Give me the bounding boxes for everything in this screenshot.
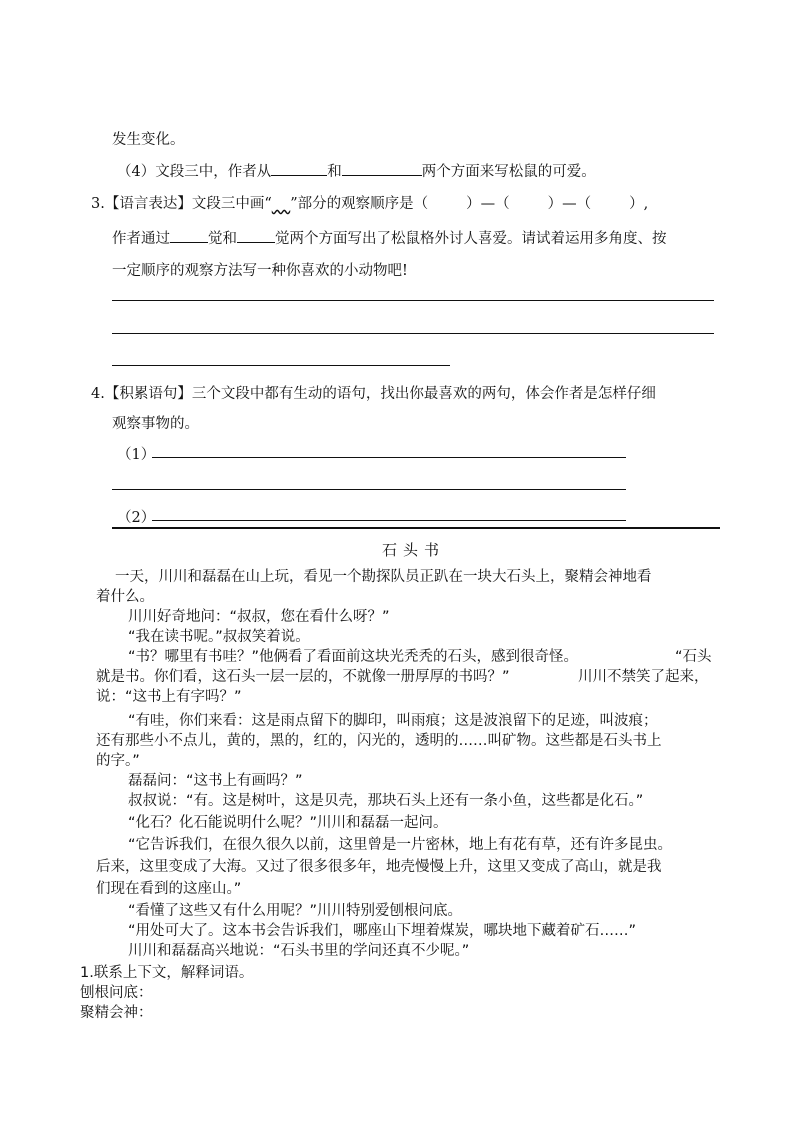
paragraph: 川川好奇地问：“叔叔，您在看什么呀？” bbox=[128, 609, 390, 625]
question-4-line bbox=[117, 160, 596, 181]
q3-line2-a: 作者通过 bbox=[112, 231, 170, 247]
paragraph: 着什么。 bbox=[96, 589, 154, 605]
paragraph: 说：“这书上有字吗？” bbox=[96, 689, 242, 705]
paragraph: 还有那些小不点儿，黄的，黑的，红的，闪光的，透明的……叫矿物。这些都是石头书上 bbox=[96, 733, 662, 749]
answer-line[interactable] bbox=[112, 489, 626, 490]
question-4b-line2: 观察事物的。 bbox=[112, 416, 199, 432]
answer-blank[interactable] bbox=[237, 228, 275, 244]
q3-tag: 【语言表达】 bbox=[104, 196, 192, 212]
q4-suffix: 两个方面来写松鼠的可爱。 bbox=[421, 164, 596, 180]
paragraph: “用处可大了。这本书会告诉我们，哪座山下埋着煤炭，哪块地下藏着矿石……” bbox=[128, 923, 637, 939]
paragraph: “书？哪里有书哇？”他俩看了看面前这块光秃秃的石头，感到很奇怪。 bbox=[128, 649, 579, 665]
question-1: 1.联系上下文，解释词语。 bbox=[80, 965, 254, 981]
answer-blank[interactable] bbox=[271, 161, 327, 177]
question-4b-line1 bbox=[91, 382, 656, 403]
answer-blank[interactable] bbox=[342, 161, 422, 177]
paragraph: 就是书。你们看，这石头一层一层的，不就像一册厚厚的书吗？” bbox=[96, 669, 510, 685]
question-3-line3: 一定顺序的观察方法写一种你喜欢的小动物吧! bbox=[112, 263, 408, 279]
paragraph: “石头 bbox=[675, 649, 712, 665]
paragraph: 川川不禁笑了起来， bbox=[578, 669, 709, 685]
q4b-tag: 【积累语句】 bbox=[104, 386, 192, 402]
q3-paren-mid: ）—（ bbox=[466, 196, 510, 212]
paragraph: “它告诉我们，在很久很久以前，这里曾是一片密林，地上有花有草，还有许多昆虫。 bbox=[128, 837, 673, 853]
paragraph: “看懂了这些又有什么用呢？”川川特别爱刨根问底。 bbox=[128, 903, 463, 919]
q4-mid: 和 bbox=[327, 164, 342, 180]
q4b-number: 4. bbox=[91, 386, 105, 402]
section-divider bbox=[112, 527, 720, 529]
paragraph: 川川和磊磊高兴地说：“石头书里的学问还真不少呢。” bbox=[128, 943, 470, 959]
question-3-line1 bbox=[91, 192, 721, 213]
q3-line2-b: 觉和 bbox=[208, 231, 237, 247]
question-3-line2 bbox=[112, 227, 667, 248]
answer-line[interactable] bbox=[112, 333, 714, 334]
wavy-mark bbox=[272, 196, 290, 212]
paragraph: 后来，这里变成了大海。又过了很多很多年，地壳慢慢上升，这里又变成了高山，就是我 bbox=[96, 859, 662, 875]
answer-line[interactable] bbox=[152, 520, 626, 521]
answer-line[interactable] bbox=[112, 300, 714, 301]
text-continue: 发生变化。 bbox=[112, 132, 185, 148]
story-title: 石头书 bbox=[382, 541, 446, 559]
q3-number: 3. bbox=[91, 196, 105, 212]
q3-paren-end: ）, bbox=[629, 196, 649, 212]
answer-line[interactable] bbox=[152, 457, 626, 458]
paragraph: “化石？化石能说明什么呢？”川川和磊磊一起问。 bbox=[128, 815, 448, 831]
item-1-label: （1） bbox=[117, 447, 156, 463]
term-1-label: 刨根问底： bbox=[80, 985, 153, 1001]
paragraph: 磊磊问：“这书上有画吗？” bbox=[128, 773, 303, 789]
term-2-label: 聚精会神： bbox=[80, 1005, 153, 1021]
answer-line[interactable] bbox=[112, 365, 450, 366]
q3-line2-c: 觉两个方面写出了松鼠格外讨人喜爱。请试着运用多角度、按 bbox=[275, 231, 667, 247]
paragraph: 一天，川川和磊磊在山上玩，看见一个勘探队员正趴在一块大石头上，聚精会神地看 bbox=[115, 569, 652, 585]
q3-paren-mid-2: ）—（ bbox=[547, 196, 592, 212]
paragraph: “我在读书呢。”叔叔笑着说。 bbox=[128, 629, 310, 645]
paragraph: 的字。” bbox=[96, 753, 140, 769]
q4b-text: 三个文段中都有生动的语句，找出你最喜欢的两句，体会作者是怎样仔细 bbox=[191, 386, 656, 402]
item-2-label: （2） bbox=[117, 510, 156, 526]
q3-text2: ”部分的观察顺序是（ bbox=[290, 196, 429, 212]
q3-text1: 文段三中画“ bbox=[191, 196, 272, 212]
paragraph: “有哇，你们来看：这是雨点留下的脚印，叫雨痕；这是波浪留下的足迹，叫波痕； bbox=[128, 713, 658, 729]
paragraph: 们现在看到的这座山。” bbox=[96, 881, 242, 897]
paragraph: 叔叔说：“有。这是树叶，这是贝壳，那块石头上还有一条小鱼，这些都是化石。” bbox=[128, 793, 644, 809]
answer-blank[interactable] bbox=[170, 228, 208, 244]
q4-prefix: （4）文段三中，作者从 bbox=[117, 164, 272, 180]
